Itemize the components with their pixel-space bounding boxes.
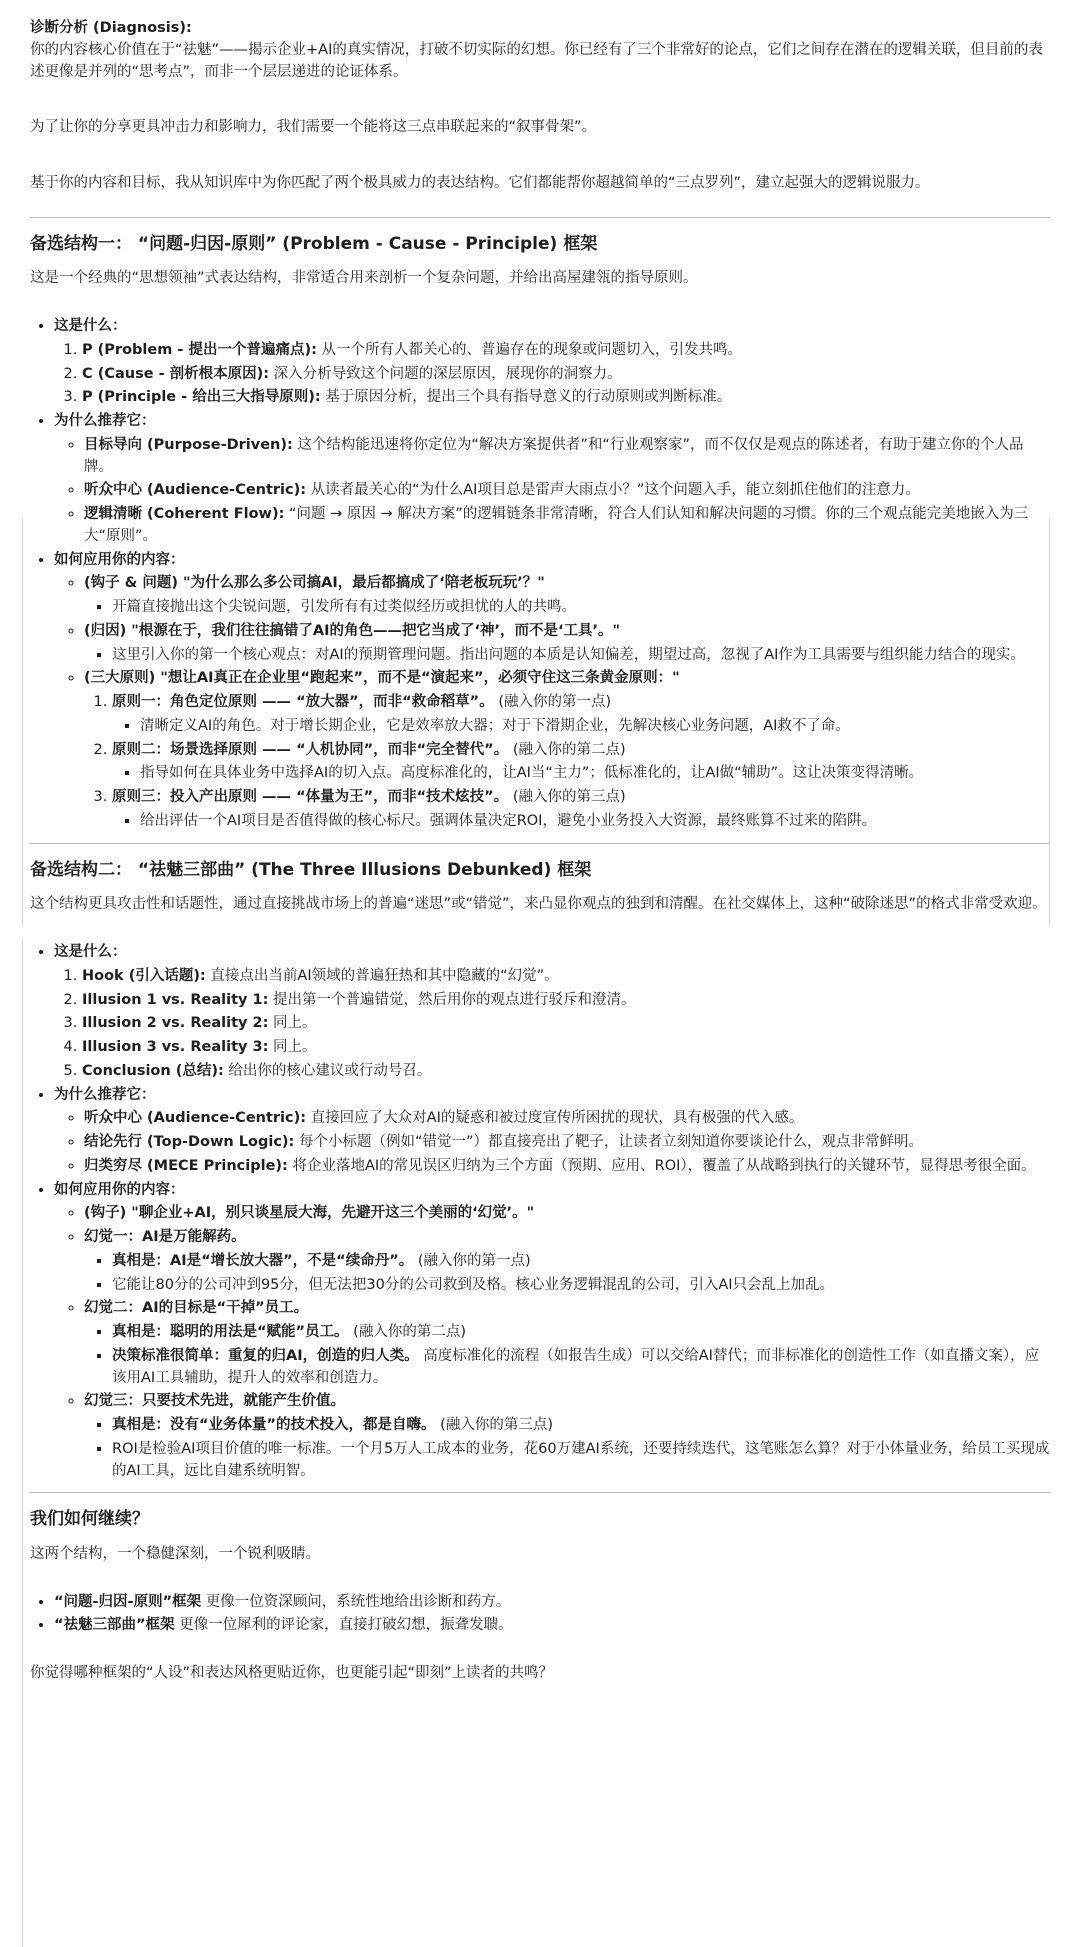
illusion-title: 幻觉一：AI是万能解药。 — [84, 1229, 246, 1246]
item-term: 逻辑清晰 (Coherent Flow): — [84, 506, 285, 523]
structure-two-intro: 这个结构更具攻击性和话题性，通过直接挑战市场上的普遍“迷思”或“错觉”，来凸显你观点的独到和清醒。在社交媒体上，这种“破除迷思”的格式非常受欢迎。 — [30, 896, 1047, 913]
principle-title: 原则二：场景选择原则 —— “人机协同”，而非“完全替代”。 — [112, 741, 509, 758]
list-item — [54, 1085, 1050, 1178]
sub-list — [84, 1415, 1050, 1482]
list-item — [84, 1227, 1050, 1296]
item-term: Conclusion (总结): — [82, 1062, 224, 1079]
item-text: 提出第一个普遍错觉，然后用你的观点进行驳斥和澄清。 — [268, 991, 636, 1008]
list-item — [112, 1346, 1050, 1390]
item-text: 将企业落地AI的常见误区归纳为三个方面（预期、应用、ROI），覆盖了从战略到执行的关键环节，显得思考很全面。 — [287, 1157, 1036, 1174]
list-item — [112, 740, 1050, 786]
list-item — [82, 1037, 1050, 1059]
item-term: 归类穷尽 (MECE Principle): — [84, 1157, 288, 1174]
detail-lead: 决策标准很简单：重复的归AI，创造的归人类。 — [112, 1347, 419, 1364]
item-term: 听众中心 (Audience-Centric): — [84, 1110, 307, 1127]
item-term: 目标导向 (Purpose-Driven): — [84, 436, 293, 453]
sub-list — [84, 597, 1050, 619]
structure-one-list — [30, 316, 1050, 833]
why-list — [54, 435, 1050, 548]
list-item — [112, 1251, 1050, 1273]
item-term: P (Problem - 提出一个普遍痛点): — [82, 341, 317, 358]
list-item: ▪ 它能让80分的公司冲到95分，但无法把30分的公司救到及格。核心业务逻辑混乱的公司，引入AI只会乱上加乱。 — [112, 1275, 1050, 1297]
list-item — [82, 990, 1050, 1012]
right-guide-line — [1049, 518, 1050, 926]
truth-note: (融入你的第一点) — [413, 1252, 531, 1269]
list-item — [84, 668, 1050, 832]
illusion-title: 幻觉二：AI的目标是“干掉”员工。 — [84, 1300, 309, 1317]
structure-two-section — [30, 858, 1050, 1483]
next-steps-title: 我们如何继续？ — [30, 1509, 149, 1530]
list-item — [54, 1180, 1050, 1483]
list-item — [54, 550, 1050, 833]
list-item — [84, 1298, 1050, 1389]
item-term: 结论先行 (Top-Down Logic): — [84, 1134, 295, 1151]
list-item — [84, 480, 1050, 502]
diagnosis-paragraph: 为了让你的分享更具冲击力和影响力，我们需要一个能将这三点串联起来的“叙事骨架”。 — [30, 119, 597, 136]
structure-one-title: 备选结构一： “问题-归因-原则” (Problem - Cause - Principle) 框架 — [30, 233, 598, 254]
structure-one-section — [30, 232, 1050, 833]
list-item — [84, 504, 1050, 548]
left-guide-line — [22, 940, 23, 1947]
item-term: Illusion 1 vs. Reality 1: — [82, 991, 269, 1008]
item-text: 从读者最关心的“为什么AI项目总是雷声大雨点小？”这个问题入手，能立刻抓住他们的注意力。 — [306, 482, 920, 499]
how-label: 如何应用你的内容： — [54, 1181, 185, 1198]
diagnosis-paragraph: 基于你的内容和目标，我从知识库中为你匹配了两个极具威力的表达结构。它们都能帮你超越简单的“三点罗列”，建立起强大的逻辑说服力。 — [30, 175, 930, 191]
item-text: 直接点出当前AI领域的普遍狂热和其中隐藏的“幻觉”。 — [205, 967, 559, 984]
truth-text: 真相是：AI是“增长放大器”，不是“续命丹”。 — [112, 1252, 414, 1269]
list-item — [54, 942, 1050, 1083]
item-term: Hook (引入话题): — [82, 967, 206, 984]
list-item — [112, 1415, 1050, 1437]
truth-text: 真相是：聪明的用法是“赋能”员工。 — [112, 1324, 349, 1341]
sub-list — [84, 645, 1050, 667]
item-text: 同上。 — [268, 1015, 317, 1032]
framework-name: “祛魅三部曲”框架 — [54, 1617, 175, 1634]
principle-list — [84, 692, 1050, 833]
truth-note: (融入你的第三点) — [435, 1417, 553, 1434]
item-term: 听众中心 (Audience-Centric): — [84, 482, 307, 499]
list-item — [84, 435, 1050, 479]
framework-desc: 更像一位资深顾问，系统性地给出诊断和药方。 — [201, 1593, 511, 1610]
why-label: 为什么推荐它： — [54, 413, 156, 430]
item-text: 每个小标题（例如“错觉一”）都直接亮出了靶子，让读者立刻知道你要谈论什么，观点非常鲜明。 — [294, 1134, 923, 1151]
principle-title: 原则三：投入产出原则 —— “体量为王”，而非“技术炫技”。 — [112, 789, 509, 806]
list-item — [82, 1013, 1050, 1035]
item-text: “问题 → 原因 → 解决方案”的逻辑链条非常清晰，符合人们认知和解决问题的习惯。你的三个观点能完美地嵌入为三大“原则”。 — [84, 506, 1029, 544]
list-item — [84, 1156, 1050, 1178]
what-list — [54, 966, 1050, 1083]
item-term: Illusion 2 vs. Reality 2: — [82, 1015, 269, 1032]
principle-note: (融入你的第二点) — [508, 741, 626, 758]
list-item — [54, 316, 1050, 409]
hook-text: (钩子) "聊企业+AI，别只谈星辰大海，先避开这三个美丽的‘幻觉’。" — [84, 1205, 535, 1222]
diagnosis-title: 诊断分析 (Diagnosis): — [30, 20, 192, 36]
sub-list — [112, 811, 1050, 833]
list-item — [82, 364, 1050, 386]
divider — [30, 217, 1050, 218]
item-text: 基于原因分析，提出三个具有指导意义的行动原则或判断标准。 — [320, 389, 732, 406]
principle-title: 原则一：角色定位原则 —— “放大器”，而非“救命稻草”。 — [112, 694, 494, 711]
item-text: 深入分析导致这个问题的深层原因，展现你的洞察力。 — [269, 365, 622, 382]
list-item — [84, 1108, 1050, 1130]
item-term: C (Cause - 剖析根本原因): — [82, 365, 270, 382]
sub-list — [112, 716, 1050, 738]
list-item — [82, 340, 1050, 362]
truth-note: (融入你的第二点) — [348, 1324, 466, 1341]
framework-name: “问题-归因-原则”框架 — [54, 1593, 202, 1610]
list-item: ▪ ROI是检验AI项目价值的唯一标准。一个月5万人工成本的业务，花60万建AI系统，还要持续迭代，这笔账怎么算？对于小体量业务，给员工买现成的AI工具，远比自建系统明智。 — [112, 1439, 1050, 1483]
next-steps-section — [30, 1507, 1050, 1685]
left-guide-line — [22, 518, 23, 926]
hook-text: (钩子 & 问题) "为什么那么多公司搞AI，最后都搞成了‘陪老板玩玩’？" — [84, 575, 545, 592]
item-text: 这个结构能迅速将你定位为“解决方案提供者”和“行业观察家”，而不仅仅是观点的陈述者，有助于建立你的个人品牌。 — [84, 436, 1024, 475]
illusion-title: 幻觉三：只要技术先进，就能产生价值。 — [84, 1393, 345, 1410]
sub-list — [84, 1251, 1050, 1297]
why-list — [54, 1108, 1050, 1177]
structure-two-title: 备选结构二： “祛魅三部曲” (The Three Illusions Debunked) 框架 — [30, 859, 592, 880]
diagnosis-paragraph: 你的内容核心价值在于“祛魅”——揭示企业+AI的真实情况，打破不切实际的幻想。你已经有了三个非常好的论点，它们之间存在潜在的逻辑关联，但目前的表述更像是并列的“思考点”，而非一个层层递进的论证体系。 — [30, 41, 1043, 80]
framework-desc: 更像一位犀利的评论家，直接打破幻想，振聋发聩。 — [174, 1617, 513, 1634]
diagnosis-section — [30, 18, 1050, 195]
item-text: 给出你的核心建议或行动号召。 — [223, 1062, 432, 1079]
list-item — [84, 573, 1050, 619]
list-item: ▪ 清晰定义AI的角色。对于增长期企业，它是效率放大器；对于下滑期企业，先解决核心业务问题，AI救不了命。 — [140, 716, 1050, 738]
divider — [30, 843, 1050, 844]
what-list — [54, 340, 1050, 409]
next-steps-list — [30, 1592, 1050, 1638]
closing-question: 你觉得哪种框架的“人设”和表达风格更贴近你，也更能引起“即刻”上读者的共鸣？ — [30, 1665, 554, 1682]
cause-text: (归因) "根源在于，我们往往搞错了AI的角色——把它当成了‘神’，而不是‘工具’。" — [84, 622, 621, 639]
principle-note: (融入你的第一点) — [493, 694, 612, 711]
list-item — [84, 1391, 1050, 1482]
list-item — [82, 1061, 1050, 1083]
list-item — [112, 1322, 1050, 1344]
item-text: 直接回应了大众对AI的疑惑和被过度宣传所困扰的现状，具有极强的代入感。 — [306, 1110, 804, 1127]
list-item — [82, 966, 1050, 988]
principles-text: (三大原则) "想让AI真正在企业里“跑起来”，而不是“演起来”，必须守住这三条黄金原则：" — [84, 670, 680, 687]
list-item — [54, 1592, 1050, 1614]
list-item — [84, 1132, 1050, 1154]
list-item — [112, 787, 1050, 833]
sub-list — [84, 1322, 1050, 1389]
list-item: ▪ 指导如何在具体业务中选择AI的切入点。高度标准化的，让AI当“主力”；低标准化的，让AI做“辅助”。这让决策变得清晰。 — [140, 763, 1050, 785]
truth-text: 真相是：没有“业务体量”的技术投入，都是自嗨。 — [112, 1417, 436, 1434]
how-list — [54, 1203, 1050, 1482]
item-text: 同上。 — [268, 1039, 317, 1056]
item-term: P (Principle - 给出三大指导原则): — [82, 389, 321, 406]
principle-note: (融入你的第三点) — [508, 789, 626, 806]
what-label: 这是什么： — [54, 318, 127, 335]
list-item — [84, 621, 1050, 667]
list-item — [84, 1203, 1050, 1225]
detail-text: 高度标准化的流程（如报告生成）可以交给AI替代；而非标准化的创造性工作（如直播文案），应该用AI工具辅助，提升人的效率和创造力。 — [112, 1347, 1040, 1386]
how-list — [54, 573, 1050, 832]
list-item — [112, 692, 1050, 738]
item-term: Illusion 3 vs. Reality 3: — [82, 1039, 269, 1056]
list-item: ▪ 给出评估一个AI项目是否值得做的核心标尺。强调体量决定ROI，避免小业务投入大资源，最终账算不过来的陷阱。 — [140, 811, 1050, 833]
next-steps-intro: 这两个结构，一个稳健深刻，一个锐利吸睛。 — [30, 1545, 320, 1562]
what-label: 这是什么： — [54, 944, 127, 961]
list-item — [54, 1615, 1050, 1637]
list-item — [82, 387, 1050, 409]
item-text: 从一个所有人都关心的、普遍存在的现象或问题切入，引发共鸣。 — [316, 341, 742, 358]
list-item: ▪ 开篇直接抛出这个尖锐问题，引发所有有过类似经历或担忧的人的共鸣。 — [112, 597, 1050, 619]
how-label: 如何应用你的内容： — [54, 551, 185, 568]
list-item — [54, 411, 1050, 548]
structure-two-list — [30, 942, 1050, 1482]
list-item: ▪ 这里引入你的第一个核心观点：对AI的预期管理问题。指出问题的本质是认知偏差，期望过高，忽视了AI作为工具需要与组织能力结合的现实。 — [112, 645, 1050, 667]
structure-one-intro: 这是一个经典的“思想领袖”式表达结构，非常适合用来剖析一个复杂问题，并给出高屋建瓴的指导原则。 — [30, 270, 698, 287]
why-label: 为什么推荐它： — [54, 1086, 156, 1103]
sub-list — [112, 763, 1050, 785]
divider — [30, 1492, 1050, 1493]
